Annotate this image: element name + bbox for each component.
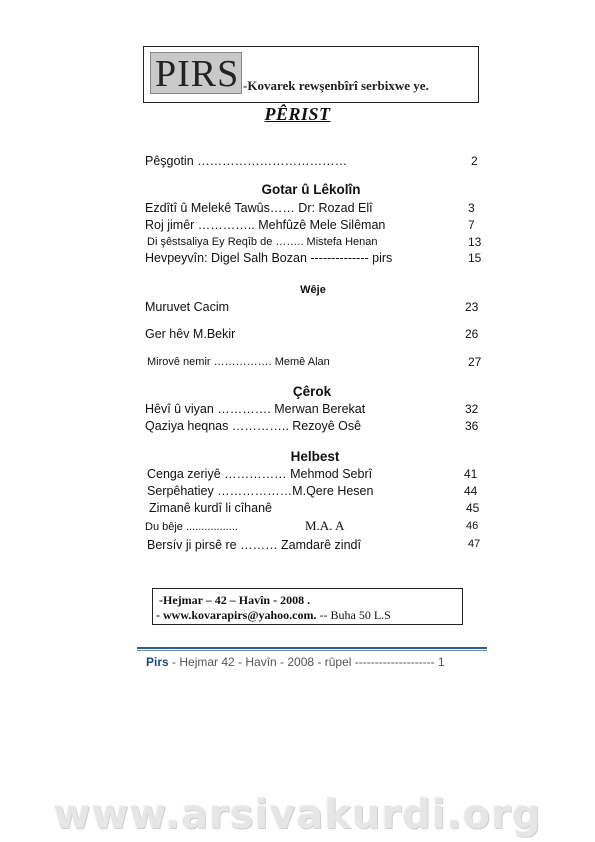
toc-entry-text: Zimanê kurdî li cîhanê [149,501,272,515]
toc-entry-page: 7 [468,218,475,232]
toc-entry-text: Hêvî û viyan …………. Merwan Berekat [145,402,366,416]
pirs-logo: PIRS [150,52,242,94]
toc-entry-text: Muruvet Cacim [145,300,230,314]
magazine-tagline: -Kovarek rewşenbîrî serbixwe ye. [243,78,429,93]
toc-entry-text: Qaziya heqnas ………….. Rezoyê Osê [145,419,362,433]
footer-brand: Pirs [146,655,169,669]
toc-entry-text: Ger hêv M.Bekir [145,327,236,341]
toc-entry-page: 36 [465,419,479,433]
toc-entry-text: Mirovê nemir ……………. Memê Alan [147,356,330,368]
toc-entry-text: Cenga zeriyê …………… Mehmod Sebrî [147,467,373,481]
toc-entry-page: 44 [464,484,478,498]
footer-rule [137,647,487,649]
watermark: www.arsivakurdi.org [53,792,542,838]
toc-entry-text: Roj jimêr ………….. Mehfûzê Mele Silêman [145,218,386,232]
footer-text: - Hejmar 42 - Havîn - 2008 - rûpel -------------------- 1 [168,655,445,669]
toc-entry-text: Serpêhatiey ………………M.Qere Hesen [147,484,374,498]
issue-info-box [152,588,463,625]
section-heading-helbest: Helbest [290,449,340,464]
toc-entry-text: Hevpeyvîn: Digel Salh Bozan -------------- pirs [145,251,393,265]
toc-entry-page: 32 [465,402,479,416]
issue-info-line: -Hejmar – 42 – Havîn - 2008 . [159,593,311,607]
contact-line [156,608,391,623]
toc-entry-text: Ezdîtî û Melekê Tawûs…… Dr: Rozad Elî [145,201,373,215]
toc-entry-page: 47 [468,538,481,550]
toc-entry-page: 23 [465,300,479,314]
toc-entry-page: 13 [468,235,482,249]
section-heading-cerok: Çêrok [292,384,332,399]
toc-intro-page: 2 [471,154,478,168]
running-footer [146,655,445,669]
toc-entry-text: Du bêje ................. [145,521,238,533]
toc-entry-page: 27 [468,355,482,369]
toc-entry-text: Bersív ji pirsê re ……… Zamdarê zindî [147,538,361,552]
footer-rule-thin [137,650,487,651]
toc-entry-page: 45 [466,501,480,515]
toc-entry-text: Di şêstsaliya Ey Reqîb de …….. Mistefa Henan [147,236,378,248]
section-heading-gotar: Gotar û Lêkolîn [261,182,361,197]
page-title: PÊRIST [264,104,331,124]
toc-entry-page: 3 [468,201,475,215]
toc-entry-page: 15 [468,251,482,265]
price-text: -- Buha 50 L.S [316,608,391,622]
section-heading-weje: Wêje [300,284,326,296]
toc-intro-text: Pêşgotin ……………………………… [145,154,348,168]
toc-entry-author: M.A. A [305,518,345,533]
email-link[interactable]: - www.kovarapirs@yahoo.com. [156,608,317,622]
toc-entry-page: 26 [465,327,479,341]
toc-entry-page: 41 [464,467,478,481]
toc-entry-page: 46 [466,520,479,532]
